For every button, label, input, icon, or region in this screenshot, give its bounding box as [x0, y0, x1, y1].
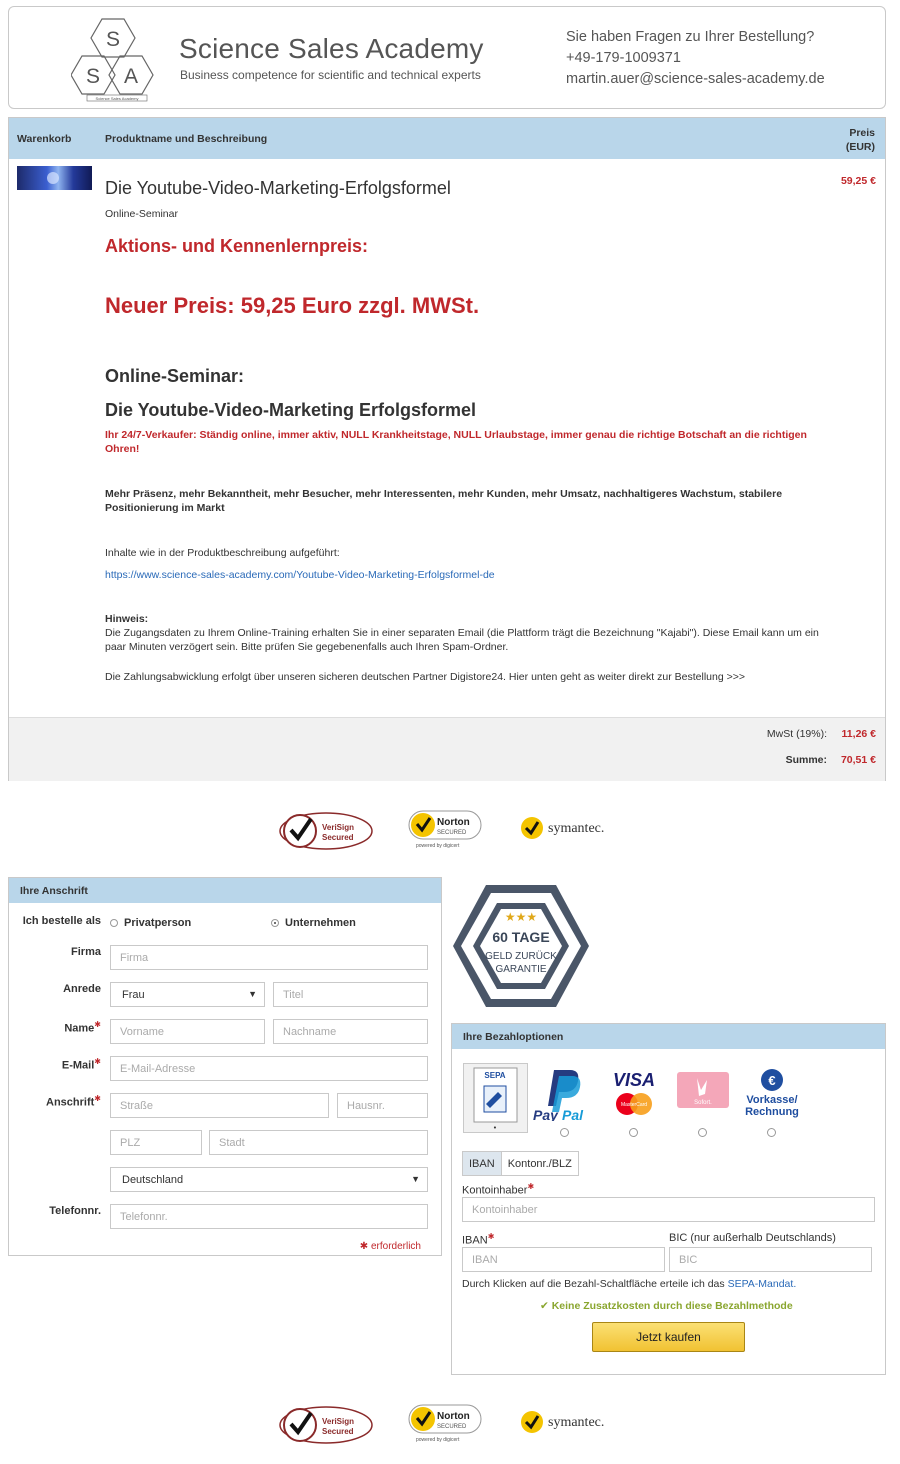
radio-company-label: Unternehmen — [285, 917, 356, 929]
country-value: Deutschland — [122, 1174, 184, 1186]
email-input[interactable]: E-Mail-Adresse — [110, 1056, 428, 1081]
hint-heading: Hinweis: — [105, 613, 149, 625]
svg-text:symantec.: symantec. — [548, 821, 605, 836]
order-as-label: Ich bestelle als — [22, 915, 101, 927]
company-input[interactable]: Firma — [110, 945, 428, 970]
seminar-pitch: Ihr 24/7-Verkaufer: Ständig online, immer aktiv, NULL Krankheitstage, NULL Urlaubstage, immer genau die richtige Botschaft an die richtigen Ohren! — [105, 429, 807, 455]
radio-private[interactable] — [110, 917, 191, 929]
sepa-icon — [464, 1064, 527, 1132]
svg-text:60 TAGE: 60 TAGE — [492, 929, 550, 945]
payment-option-sepa[interactable] — [463, 1063, 528, 1133]
svg-text:VeriSign: VeriSign — [322, 1417, 355, 1426]
contact-phone[interactable]: +49-179-1009371 — [566, 50, 681, 66]
col-price-line2: (EUR) — [845, 141, 875, 153]
svg-text:€: € — [768, 1073, 776, 1088]
chevron-down-icon: ▼ — [248, 989, 257, 999]
payment-panel — [451, 1023, 886, 1375]
svg-text:GELD ZURÜCK: GELD ZURÜCK — [485, 951, 557, 962]
tab-account-blz[interactable]: Kontonr./BLZ — [507, 1158, 572, 1170]
svg-text:★★★: ★★★ — [504, 910, 538, 924]
trust-seals-bottom — [278, 1397, 618, 1447]
paypal-icon — [532, 1066, 596, 1121]
svg-text:Norton: Norton — [437, 1411, 470, 1422]
iban-label-text: IBAN — [462, 1234, 488, 1247]
phone-label: Telefonnr. — [49, 1205, 101, 1217]
product-title: Die Youtube-Video-Marketing-Erfolgsformel — [105, 178, 451, 198]
account-type-tabs — [462, 1151, 579, 1176]
zip-input[interactable]: PLZ — [110, 1130, 202, 1155]
svg-text:S: S — [85, 65, 101, 88]
radio-company[interactable] — [271, 917, 356, 929]
iban-label: IBAN✱ — [462, 1232, 495, 1247]
svg-text:Rechnung: Rechnung — [745, 1106, 799, 1118]
payment-note: Die Zahlungsabwicklung erfolgt über unseren sicheren deutschen Partner Digistore24. Hier unten geht as weiter direkt zur Bestellung >>> — [105, 671, 745, 683]
svg-text:SEPA: SEPA — [484, 1071, 506, 1080]
hint-text: Die Zugangsdaten zu Ihrem Online-Training erhalten Sie in einer separaten Email (die Plattform trägt die Bezeichnung "Kajabi"). Diese Email kann um ein paar Minuten verzögert sein. Bitte prüfen Sie gegebenenfalls auch Ihren Spam-Ordner. — [105, 627, 819, 653]
svg-text:powered by digicert: powered by digicert — [416, 1437, 460, 1443]
houseno-input[interactable]: Hausnr. — [337, 1093, 428, 1118]
symantec-seal — [518, 813, 618, 843]
visa-mastercard-icon — [602, 1066, 666, 1121]
svg-text:•: • — [492, 1124, 498, 1132]
svg-text:MasterCard: MasterCard — [620, 1102, 648, 1108]
svg-text:Science Sales Academy: Science Sales Academy — [95, 96, 139, 101]
payment-panel-title: Ihre Bezahloptionen — [452, 1024, 885, 1049]
phone-input[interactable]: Telefonnr. — [110, 1204, 428, 1229]
address-panel-title: Ihre Anschrift — [9, 878, 441, 903]
svg-text:S: S — [105, 28, 121, 51]
title-input[interactable]: Titel — [273, 982, 428, 1007]
promo-heading: Aktions- und Kennenlernpreis: — [105, 236, 369, 256]
required-note-text: erforderlich — [370, 1241, 421, 1252]
product-type: Online-Seminar — [105, 208, 178, 220]
promo-price: Neuer Preis: 59,25 Euro zzgl. MWSt. — [105, 293, 480, 318]
radio-paypal[interactable] — [560, 1128, 569, 1137]
svg-text:SECURED: SECURED — [437, 1424, 467, 1430]
address-label: Anschrift✱ — [46, 1094, 101, 1109]
seminar-heading: Online-Seminar: — [105, 366, 245, 386]
city-input[interactable]: Stadt — [209, 1130, 428, 1155]
svg-text:VeriSign: VeriSign — [322, 823, 355, 832]
address-label-text: Anschrift — [46, 1096, 95, 1109]
country-select[interactable] — [110, 1167, 428, 1192]
brand-tagline: Business competence for scientific and technical experts — [180, 68, 481, 82]
company-label: Firma — [71, 946, 101, 958]
shopping-cart — [8, 117, 886, 781]
svg-text:SECURED: SECURED — [437, 830, 467, 836]
radio-dot-selected[interactable] — [271, 919, 279, 927]
total-value: 70,51 € — [840, 754, 876, 766]
svg-text:symantec.: symantec. — [548, 1415, 605, 1430]
product-thumbnail — [17, 166, 92, 190]
payment-option-sofort[interactable] — [671, 1066, 735, 1126]
radio-card[interactable] — [629, 1128, 638, 1137]
salutation-label: Anrede — [63, 983, 101, 995]
vat-label: MwSt (19%): — [766, 728, 827, 740]
bic-input[interactable]: BIC — [669, 1247, 872, 1272]
address-form — [8, 877, 442, 1256]
required-note: ✱ erforderlich — [359, 1241, 421, 1252]
contents-note: Inhalte wie in der Produktbeschreibung aufgeführt: — [105, 547, 340, 559]
verisign-seal — [278, 1397, 374, 1447]
svg-text:Sofort.: Sofort. — [694, 1100, 712, 1106]
street-input[interactable]: Straße — [110, 1093, 329, 1118]
contact-email[interactable]: martin.auer@science-sales-academy.de — [566, 71, 825, 87]
sofort-icon — [671, 1066, 735, 1121]
radio-prepayment[interactable] — [767, 1128, 776, 1137]
col-cart: Warenkorb — [17, 133, 72, 145]
no-fee-note: ✔ Keine Zusatzkosten durch diese Bezahlmethode — [540, 1300, 793, 1312]
radio-dot[interactable] — [110, 919, 118, 927]
svg-text:Vorkasse/: Vorkasse/ — [746, 1094, 798, 1106]
svg-text:Secured: Secured — [322, 833, 354, 842]
seminar-title: Die Youtube-Video-Marketing Erfolgsformel — [105, 400, 477, 420]
payment-option-prepayment[interactable] — [739, 1066, 805, 1126]
col-product: Produktname und Beschreibung — [105, 133, 268, 145]
product-link[interactable]: https://www.science-sales-academy.com/Youtube-Video-Marketing-Erfolgsformel-de — [105, 569, 495, 581]
mandate-text: Durch Klicken auf die Bezahl-Schaltfläche erteile ich das — [462, 1278, 728, 1290]
holder-label: Kontoinhaber✱ — [462, 1182, 535, 1197]
lastname-input[interactable]: Nachname — [273, 1019, 428, 1044]
contact-question: Sie haben Fragen zu Ihrer Bestellung? — [566, 29, 815, 45]
total-label: Summe: — [785, 754, 827, 766]
trust-seals-top — [278, 803, 618, 853]
buy-now-button[interactable]: Jetzt kaufen — [592, 1322, 745, 1352]
bic-label: BIC (nur außerhalb Deutschlands) — [669, 1232, 836, 1244]
verisign-seal — [278, 803, 374, 853]
svg-text:VISA: VISA — [612, 1070, 656, 1090]
money-back-guarantee-badge — [451, 883, 591, 1009]
svg-text:Pal: Pal — [562, 1107, 584, 1121]
svg-text:A: A — [123, 65, 139, 88]
salutation-select[interactable] — [110, 982, 265, 1007]
sepa-mandate-link[interactable]: SEPA-Mandat. — [727, 1278, 797, 1290]
firstname-input[interactable]: Vorname — [110, 1019, 265, 1044]
salutation-value: Frau — [122, 989, 145, 1001]
name-label-text: Name — [64, 1022, 95, 1035]
euro-icon — [739, 1066, 805, 1121]
payment-option-card[interactable] — [602, 1066, 666, 1126]
svg-text:powered by digicert: powered by digicert — [416, 843, 460, 849]
radio-sofort[interactable] — [698, 1128, 707, 1137]
email-label-text: E-Mail — [61, 1059, 95, 1072]
product-price: 59,25 € — [840, 175, 876, 187]
contact-info — [566, 27, 825, 90]
sales-academy-logo — [71, 17, 163, 103]
cart-totals — [9, 717, 885, 781]
brand-name: Science Sales Academy — [179, 33, 484, 64]
col-price — [846, 126, 875, 154]
tab-iban[interactable]: IBAN — [463, 1152, 502, 1175]
iban-input[interactable]: IBAN — [462, 1247, 665, 1272]
svg-text:Pay: Pay — [533, 1107, 558, 1121]
svg-text:GARANTIE: GARANTIE — [495, 964, 547, 975]
chevron-down-icon: ▼ — [411, 1174, 420, 1184]
vat-value: 11,26 € — [841, 728, 876, 740]
holder-label-text: Kontoinhaber — [462, 1184, 528, 1197]
seminar-benefits: Mehr Präsenz, mehr Bekanntheit, mehr Besucher, mehr Interessenten, mehr Kunden, mehr Umsatz, nachhaltigeres Wachstum, stabilere Positionierung im Markt — [105, 488, 783, 514]
symantec-seal — [518, 1407, 618, 1437]
col-price-line1: Preis — [849, 127, 875, 139]
cart-header — [9, 118, 885, 159]
radio-private-label: Privatperson — [124, 917, 192, 929]
name-label: Name✱ — [64, 1020, 101, 1035]
sepa-mandate-note — [462, 1278, 796, 1290]
norton-seal — [408, 1401, 484, 1445]
norton-seal — [408, 807, 484, 851]
site-header — [8, 6, 886, 109]
svg-text:Norton: Norton — [437, 817, 470, 828]
holder-input[interactable]: Kontoinhaber — [462, 1197, 875, 1222]
payment-option-paypal[interactable] — [532, 1066, 596, 1126]
svg-text:Secured: Secured — [322, 1427, 354, 1436]
email-label: E-Mail✱ — [61, 1057, 101, 1072]
